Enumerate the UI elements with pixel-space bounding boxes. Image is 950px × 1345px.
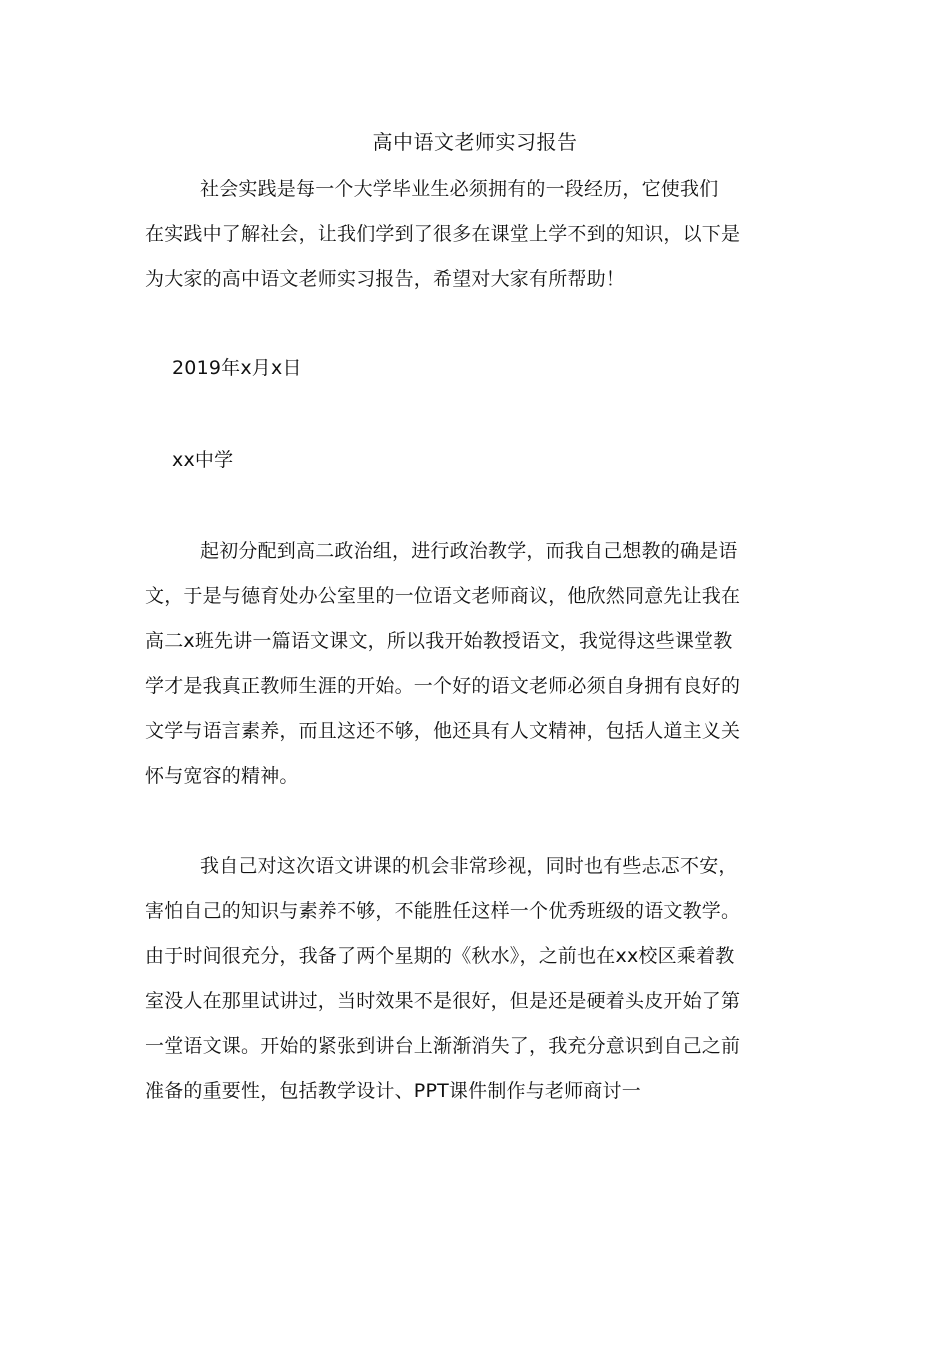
paragraph-2-line-3: 由于时间很充分，我备了两个星期的《秋水》，之前也在xx校区乘着教 <box>145 945 735 967</box>
paragraph-1-line-6: 怀与宽容的精神。 <box>145 765 299 787</box>
paragraph-2-line-6: 准备的重要性，包括教学设计、PPT课件制作与老师商讨一 <box>145 1080 641 1102</box>
paragraph-2-line-5: 一堂语文课。开始的紧张到讲台上渐渐消失了，我充分意识到自己之前 <box>145 1035 741 1057</box>
paragraph-2-line-1: 我自己对这次语文讲课的机会非常珍视，同时也有些忐忑不安， <box>200 855 738 877</box>
paragraph-2-line-2: 害怕自己的知识与素养不够，不能胜任这样一个优秀班级的语文教学。 <box>145 900 741 922</box>
paragraph-1-line-4: 学才是我真正教师生涯的开始。一个好的语文老师必须自身拥有良好的 <box>145 675 741 697</box>
paragraph-1-line-1: 起初分配到高二政治组，进行政治教学，而我自己想教的确是语 <box>200 540 738 562</box>
paragraph-1-line-3: 高二x班先讲一篇语文课文，所以我开始教授语文，我觉得这些课堂教 <box>145 630 733 652</box>
report-date: 2019年x月x日 <box>172 357 302 379</box>
paragraph-1-line-5: 文学与语言素养，而且这还不够，他还具有人文精神，包括人道主义关 <box>145 720 741 742</box>
intro-line-3: 为大家的高中语文老师实习报告，希望对大家有所帮助！ <box>145 268 626 290</box>
intro-line-2: 在实践中了解社会，让我们学到了很多在课堂上学不到的知识，以下是 <box>145 223 741 245</box>
intro-line-1: 社会实践是每一个大学毕业生必须拥有的一段经历，它使我们 <box>200 178 719 200</box>
document-title: 高中语文老师实习报告 <box>372 130 578 154</box>
paragraph-2-line-4: 室没人在那里试讲过，当时效果不是很好，但是还是硬着头皮开始了第 <box>145 990 741 1012</box>
school-name: xx中学 <box>172 449 234 471</box>
paragraph-1-line-2: 文，于是与德育处办公室里的一位语文老师商议，他欣然同意先让我在 <box>145 585 741 607</box>
